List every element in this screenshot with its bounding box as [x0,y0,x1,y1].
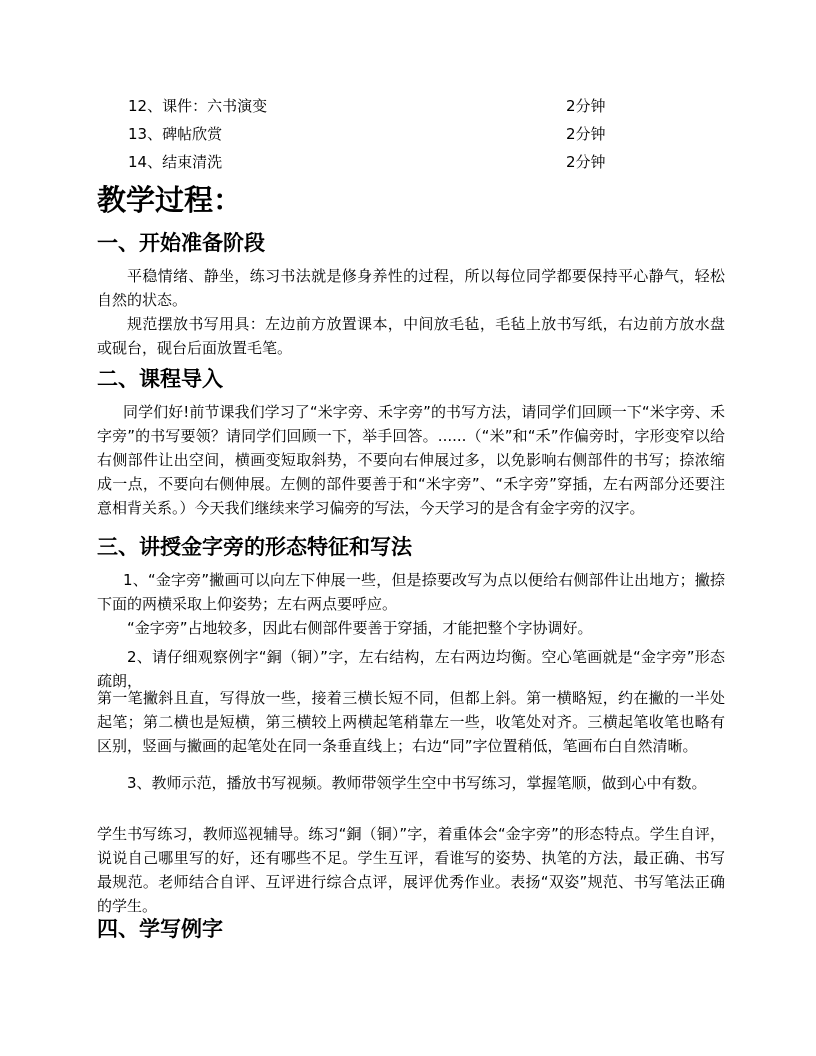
schedule-duration: 2分钟 [566,153,606,171]
schedule-item: 12、课件：六书演变 [128,97,268,115]
paragraph: 平稳情绪、静坐，练习书法就是修身养性的过程，所以每位同学都要保持平心静气，轻松自然的状态。 [97,267,725,309]
paragraph: 第一笔撇斜且直，写得放一些，接着三横长短不同，但都上斜。第一横略短，约在撇的一半处起笔；第二横也是短横，第三横较上两横起笔稍靠左一些，收笔处对齐。三横起笔收笔也略有区别，竖画与撇画的起笔处在同一条垂直线上；右边“同”字位置稍低，笔画布白自然清晰。 [97,689,725,755]
paragraph: 学生书写练习，教师巡视辅导。练习“銅（铜）”字，着重体会“金字旁”的形态特点。学生自评，说说自己哪里写的好，还有哪些不足。学生互评，看谁写的姿势、执笔的方法，最正确、书写最规范。老师结合自评、互评进行综合点评，展评优秀作业。表扬“双姿”规范、书写笔法正确的学生。 [97,825,725,915]
section-heading: 一、开始准备阶段 [97,230,265,255]
schedule-item: 14、结束清洗 [128,153,223,171]
section-heading: 四、学写例字 [97,916,223,941]
schedule-row [128,151,728,173]
paragraph: 2、请仔细观察例字“銅（铜）”字，左右结构，左右两边均衡。空心笔画就是“金字旁”形态疏朗， [97,648,725,690]
paragraph: 规范摆放书写用具：左边前方放置课本，中间放毛毡，毛毡上放书写纸，右边前方放水盘或砚台，砚台后面放置毛笔。 [97,315,725,357]
schedule-item: 13、碑帖欣赏 [128,125,223,143]
schedule-row [128,95,728,117]
paragraph: 3、教师示范，播放书写视频。教师带领学生空中书写练习，掌握笔顺，做到心中有数。 [127,774,707,792]
section-heading: 二、课程导入 [97,366,223,391]
section-heading: 三、讲授金字旁的形态特征和写法 [97,534,412,559]
schedule-row [128,123,728,145]
main-title: 教学过程： [97,183,243,217]
paragraph: “金字旁”占地较多，因此右侧部件要善于穿插，才能把整个字协调好。 [127,619,593,637]
schedule-duration: 2分钟 [566,97,606,115]
paragraph: 1、“金字旁”撇画可以向左下伸展一些，但是捺要改写为点以便给右侧部件让出地方；撇捺下面的两横采取上仰姿势；左右两点要呼应。 [97,571,725,613]
paragraph: 同学们好!前节课我们学习了“米字旁、禾字旁”的书写方法，请同学们回顾一下“米字旁、禾字旁”的书写要领？请同学们回顾一下，举手回答。......（“米”和“禾”作偏旁时，字形变窄以给右侧部件让出空间，横画变短取斜势，不要向右伸展过多，以免影响右侧部件的书写；捺浓缩成一点，不要向右侧伸展。左侧的部件要善于和“米字旁”、“禾字旁”穿插，左右两部分还要注意相背关系。）今天我们继续来学习偏旁的写法，今天学习的是含有金字旁的汉字。 [97,403,725,517]
schedule-duration: 2分钟 [566,125,606,143]
